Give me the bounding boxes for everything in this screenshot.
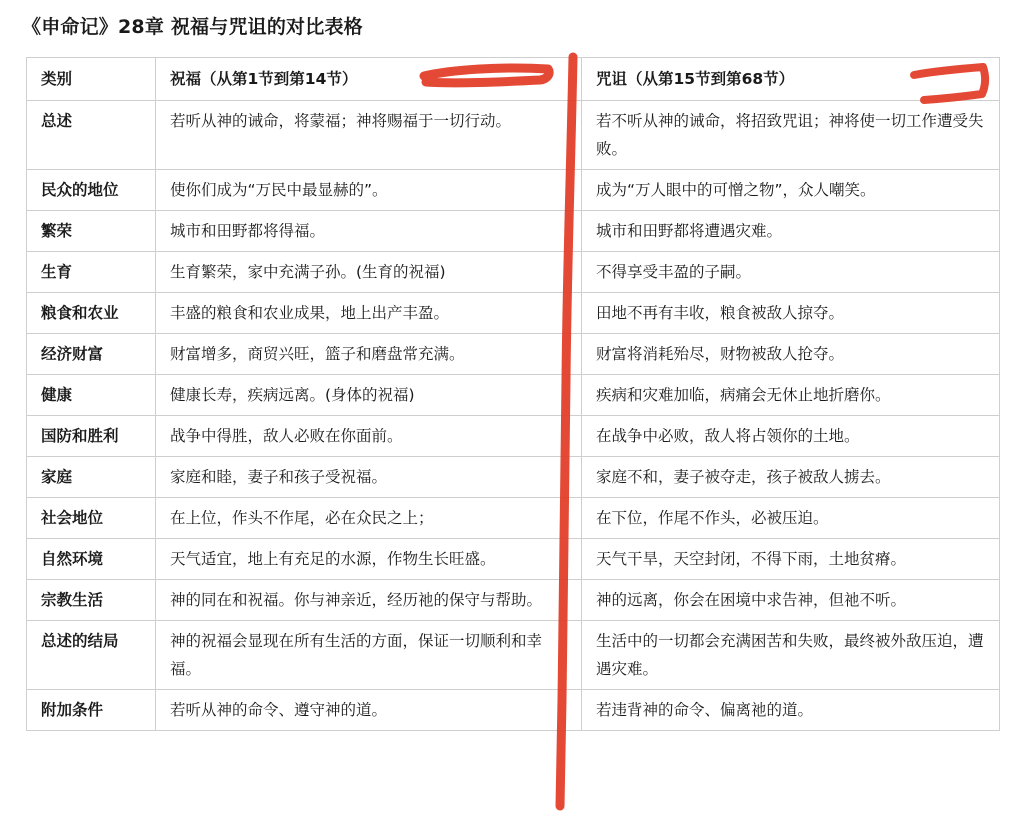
table-row <box>27 457 1000 498</box>
table-row <box>27 334 1000 375</box>
category-cell: 粮食和农业 <box>27 293 156 334</box>
category-cell: 繁荣 <box>27 211 156 252</box>
category-cell: 社会地位 <box>27 498 156 539</box>
curse-cell: 疾病和灾难加临，病痛会无休止地折磨你。 <box>582 375 1000 416</box>
table-row <box>27 416 1000 457</box>
table-row <box>27 170 1000 211</box>
header-row <box>27 58 1000 101</box>
blessing-cell: 生育繁荣，家中充满子孙。(生育的祝福) <box>156 252 582 293</box>
category-cell: 国防和胜利 <box>27 416 156 457</box>
category-cell: 总述 <box>27 101 156 170</box>
curse-cell: 成为“万人眼中的可憎之物”，众人嘲笑。 <box>582 170 1000 211</box>
curse-cell: 天气干旱，天空封闭，不得下雨，土地贫瘠。 <box>582 539 1000 580</box>
category-cell: 总述的结局 <box>27 621 156 690</box>
curse-cell: 家庭不和，妻子被夺走，孩子被敌人掳去。 <box>582 457 1000 498</box>
blessing-cell: 城市和田野都将得福。 <box>156 211 582 252</box>
table-row <box>27 252 1000 293</box>
table-row <box>27 375 1000 416</box>
curse-cell: 神的远离，你会在困境中求告神，但祂不听。 <box>582 580 1000 621</box>
blessing-cell: 家庭和睦，妻子和孩子受祝福。 <box>156 457 582 498</box>
category-cell: 自然环境 <box>27 539 156 580</box>
curse-cell: 若违背神的命令、偏离祂的道。 <box>582 690 1000 731</box>
blessing-cell: 在上位，作头不作尾，必在众民之上； <box>156 498 582 539</box>
header-category: 类别 <box>27 58 156 101</box>
blessing-cell: 使你们成为“万民中最显赫的”。 <box>156 170 582 211</box>
category-cell: 附加条件 <box>27 690 156 731</box>
blessing-cell: 神的同在和祝福。你与神亲近，经历祂的保守与帮助。 <box>156 580 582 621</box>
blessing-cell: 神的祝福会显现在所有生活的方面，保证一切顺利和幸福。 <box>156 621 582 690</box>
category-cell: 生育 <box>27 252 156 293</box>
table-row <box>27 293 1000 334</box>
curse-cell: 在战争中必败，敌人将占领你的土地。 <box>582 416 1000 457</box>
curse-cell: 城市和田野都将遭遇灾难。 <box>582 211 1000 252</box>
header-curse: 咒诅（从第15节到第68节） <box>582 58 1000 101</box>
blessing-cell: 战争中得胜，敌人必败在你面前。 <box>156 416 582 457</box>
table-row <box>27 690 1000 731</box>
blessing-cell: 天气适宜，地上有充足的水源，作物生长旺盛。 <box>156 539 582 580</box>
blessing-cell: 财富增多，商贸兴旺，篮子和磨盘常充满。 <box>156 334 582 375</box>
table-row <box>27 211 1000 252</box>
blessing-cell: 若听从神的命令、遵守神的道。 <box>156 690 582 731</box>
category-cell: 家庭 <box>27 457 156 498</box>
table-row <box>27 580 1000 621</box>
table-row <box>27 101 1000 170</box>
category-cell: 民众的地位 <box>27 170 156 211</box>
category-cell: 健康 <box>27 375 156 416</box>
comparison-table <box>26 57 1000 731</box>
header-blessing: 祝福（从第1节到第14节） <box>156 58 582 101</box>
category-cell: 经济财富 <box>27 334 156 375</box>
curse-cell: 财富将消耗殆尽，财物被敌人抢夺。 <box>582 334 1000 375</box>
blessing-cell: 健康长寿，疾病远离。(身体的祝福) <box>156 375 582 416</box>
curse-cell: 生活中的一切都会充满困苦和失败，最终被外敌压迫，遭遇灾难。 <box>582 621 1000 690</box>
page-title: 《申命记》28章 祝福与咒诅的对比表格 <box>22 16 363 38</box>
table-row <box>27 621 1000 690</box>
category-cell: 宗教生活 <box>27 580 156 621</box>
blessing-cell: 若听从神的诫命，将蒙福；神将赐福于一切行动。 <box>156 101 582 170</box>
table-row <box>27 539 1000 580</box>
table-row <box>27 498 1000 539</box>
blessing-cell: 丰盛的粮食和农业成果，地上出产丰盈。 <box>156 293 582 334</box>
curse-cell: 若不听从神的诫命，将招致咒诅；神将使一切工作遭受失败。 <box>582 101 1000 170</box>
curse-cell: 不得享受丰盈的子嗣。 <box>582 252 1000 293</box>
curse-cell: 在下位，作尾不作头，必被压迫。 <box>582 498 1000 539</box>
curse-cell: 田地不再有丰收，粮食被敌人掠夺。 <box>582 293 1000 334</box>
